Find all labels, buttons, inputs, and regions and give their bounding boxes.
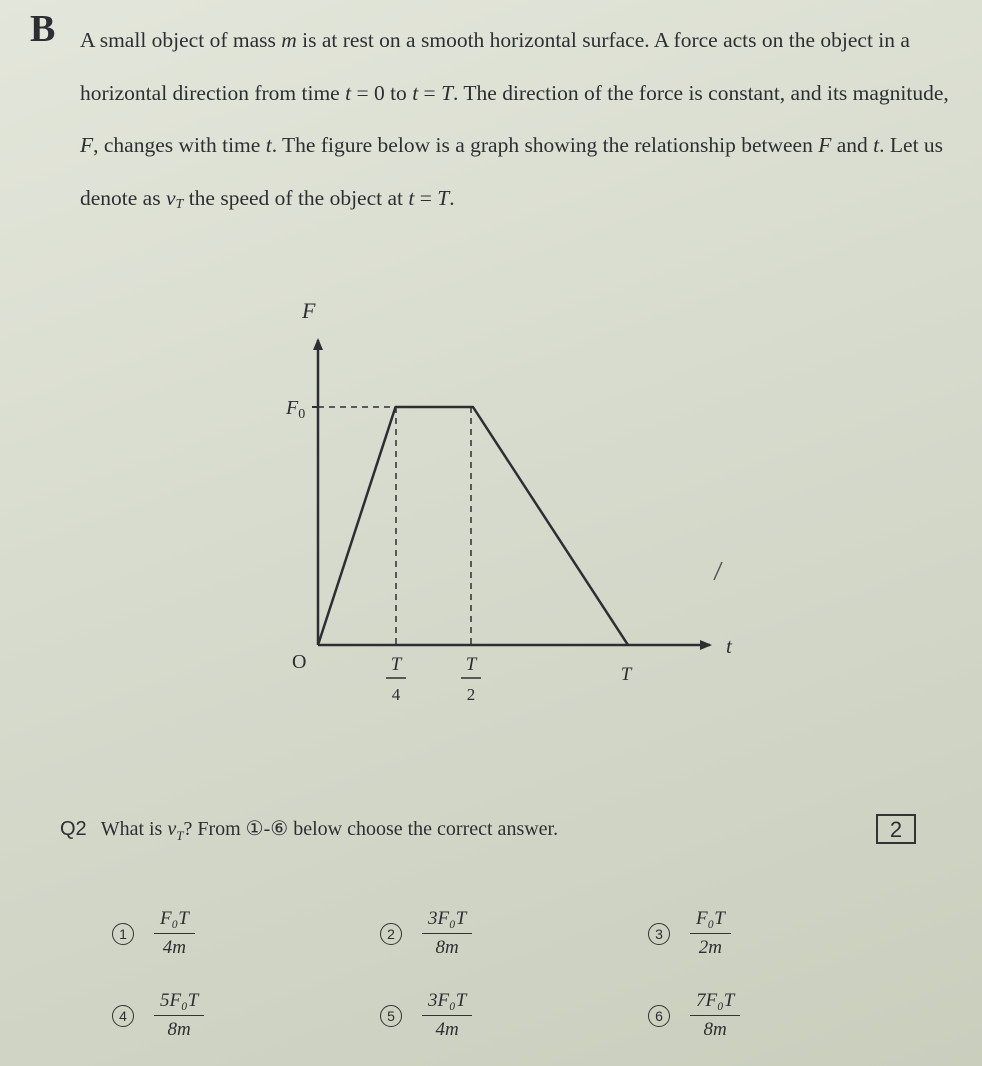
choice-number: 3 bbox=[648, 923, 670, 945]
problem-statement: A small object of mass m is at rest on a smooth horizontal surface. A force acts on the object in a horizontal direction from time t = 0 to t = T. The direction of the force is constant, and its magnitude, F, changes with time t. The figure below is a graph showing the relationship between F and t. Let us denote as $v_T$ the speed of the object at t = T. bbox=[80, 28, 949, 212]
x-axis-label: t bbox=[726, 634, 732, 658]
choice-5[interactable] bbox=[380, 990, 472, 1041]
choice-1[interactable] bbox=[112, 908, 195, 959]
y-axis-label: F bbox=[302, 298, 316, 323]
tick-label-t2-numerator: T bbox=[465, 654, 477, 675]
pencil-mark bbox=[714, 562, 722, 580]
choice-fraction: $\frac{\text{5F₀T}}{8m}$ bbox=[154, 990, 204, 1041]
section-letter: B bbox=[30, 8, 56, 50]
choice-4[interactable] bbox=[112, 990, 204, 1041]
choice-fraction: $\frac{\text{F₀T}}{4m}$ bbox=[154, 908, 195, 959]
choice-number: 6 bbox=[648, 1005, 670, 1027]
f0-label: $F_0$ bbox=[286, 397, 306, 422]
choice-number: 5 bbox=[380, 1005, 402, 1027]
question-number: Q2 bbox=[60, 818, 87, 840]
force-curve bbox=[318, 407, 628, 645]
choice-fraction: $\frac{\text{7F₀T}}{8m}$ bbox=[690, 990, 740, 1041]
tick-label-t2-denominator: 2 bbox=[466, 685, 476, 704]
origin-label: O bbox=[292, 651, 307, 673]
choice-6[interactable] bbox=[648, 990, 740, 1041]
choice-fraction: $\frac{\text{F₀T}}{2m}$ bbox=[690, 908, 731, 959]
choice-fraction: $\frac{\text{3F₀T}}{4m}$ bbox=[422, 990, 472, 1041]
choice-number: 1 bbox=[112, 923, 134, 945]
choice-2[interactable] bbox=[380, 908, 472, 959]
answer-box[interactable]: 2 bbox=[876, 814, 916, 844]
question-text: What is $v_T$? From ①-⑥ below choose the correct answer. bbox=[100, 818, 559, 843]
choice-fraction: $\frac{\text{3F₀T}}{8m}$ bbox=[422, 908, 472, 959]
tick-label-t4-numerator: T bbox=[390, 654, 402, 675]
question-line bbox=[60, 814, 920, 851]
tick-label-T: T bbox=[620, 664, 632, 685]
tick-label-t4-denominator: 4 bbox=[391, 685, 401, 704]
choice-3[interactable] bbox=[648, 908, 731, 959]
choice-number: 2 bbox=[380, 923, 402, 945]
choice-number: 4 bbox=[112, 1005, 134, 1027]
